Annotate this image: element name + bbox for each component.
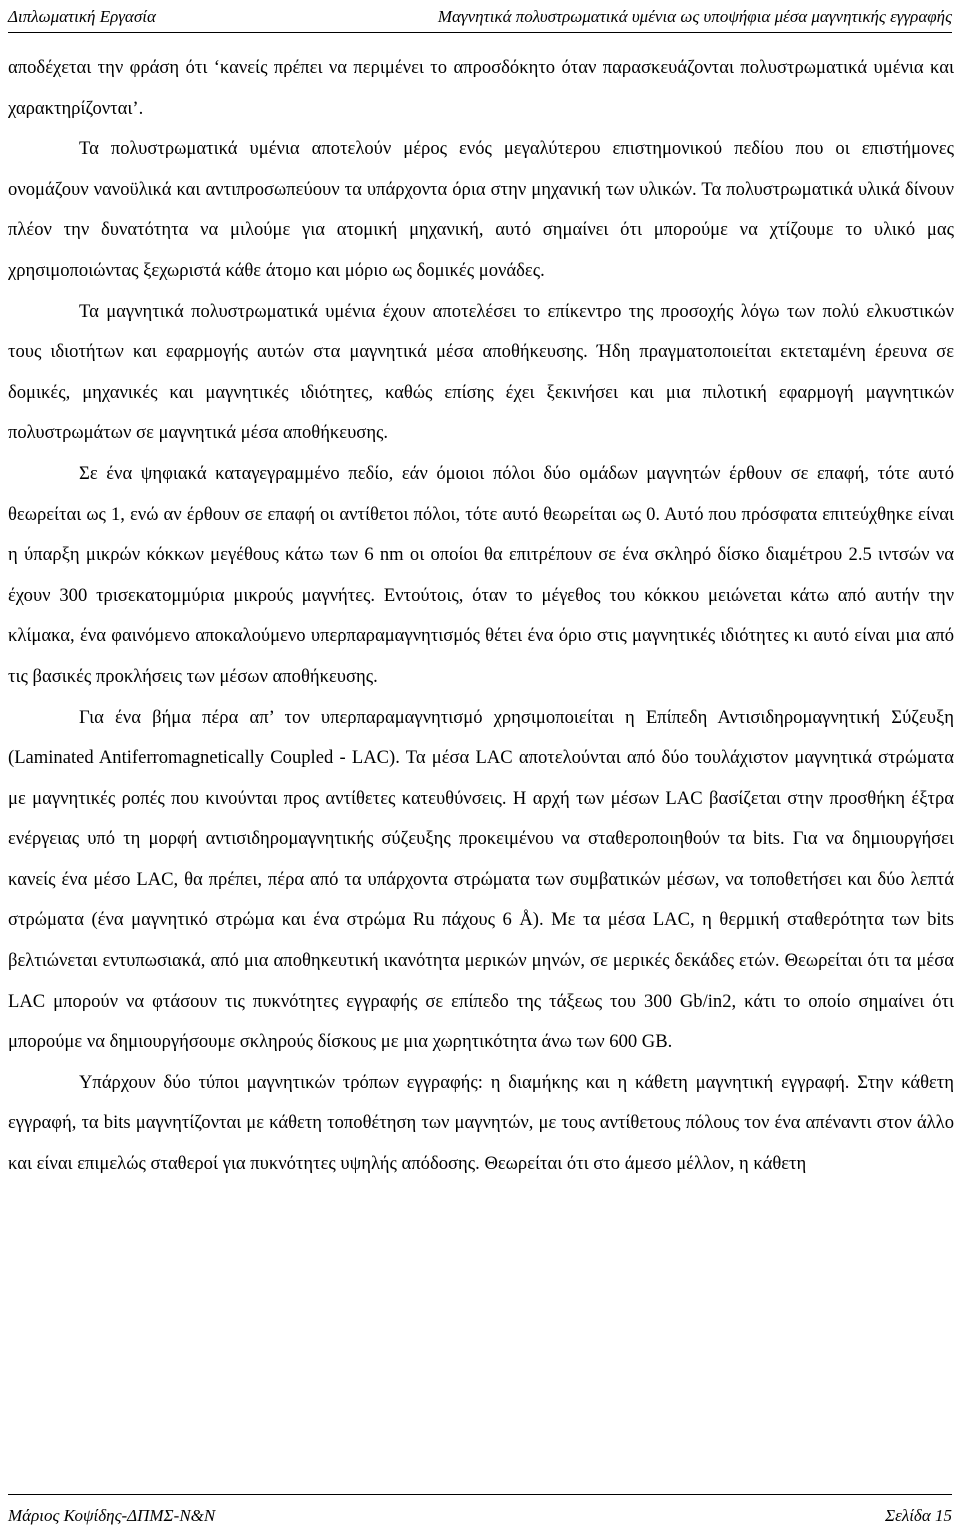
- header-thesis-label: Διπλωματική Εργασία: [8, 7, 156, 26]
- document-body: [8, 48, 954, 1185]
- paragraph-continuation: αποδέχεται την φράση ότι ‘κανείς πρέπει να περιμένει το απροσδόκητο όταν παρασκευάζονται πολυστρωματικά υμένια και χαρακτηρίζονται’.: [8, 57, 954, 119]
- paragraph-lac-media: Για ένα βήμα πέρα απ’ τον υπερπαραμαγνητισμό χρησιμοποιείται η Επίπεδη Αντισιδηρομαγνητική Σύζευξη (Laminated Antiferromagnetically Coupled - LAC). Τα μέσα LAC αποτελούνται από δύο τουλάχιστον μαγνητικά στρώματα με μαγνητικές ροπές που κινούνται προς αντίθετες κατευθύνσεις. Η αρχή των μέσων LAC βασίζεται στην προσθήκη έξτρα ενέργειας υπό τη μορφή αντισιδηρομαγνητικής σύζευξης προκειμένου να σταθεροποιηθούν τα bits. Για να δημιουργήσει κανείς ένα μέσο LAC, θα πρέπει, πέρα από τα υπάρχοντα στρώματα των συμβατικών μέσων, να τοποθετήσει και δύο λεπτά στρώματα (ένα μαγνητικό στρώμα και ένα στρώμα Ru πάχους 6 Å). Με τα μέσα LAC, η θερμική σταθερότητα των bits βελτιώνεται εντυπωσιακά, από μια αποθηκευτική ικανότητα μερικών μηνών, σε μερικές δεκάδες ετών. Θεωρείται ότι τα μέσα LAC μπορούν να φτάσουν τις πυκνότητες εγγραφής σε επίπεδο της τάξεως του 300 Gb/in2, κάτι το οποίο σημαίνει ότι μπορούμε να δημιουργήσουμε σκληρούς δίσκους με μια χωρητικότητα άνω των 600 GB.: [8, 706, 954, 1053]
- paragraph-magnetic-multilayers: Τα μαγνητικά πολυστρωματικά υμένια έχουν αποτελέσει το επίκεντρο της προσοχής λόγω των πολύ ελκυστικών τους ιδιοτήτων και εφαρμογής αυτών στα μαγνητικά μέσα αποθήκευσης. Ήδη πραγματοποιείται εκτεταμένη έρευνα σε δομικές, μηχανικές και μαγνητικές ιδιότητες, καθώς επίσης έχει ξεκινήσει και μια πιλοτική εφαρμογή μαγνητικών πολυστρωμάτων σε μαγνητικά μέσα αποθήκευσης.: [8, 300, 954, 444]
- paragraph-digital-recording: Σε ένα ψηφιακά καταγεγραμμένο πεδίο, εάν όμοιοι πόλοι δύο ομάδων μαγνητών έρθουν σε επαφή, τότε αυτό θεωρείται ως 1, ενώ αν έρθουν σε επαφή οι αντίθετοι πόλοι, τότε αυτό θεωρείται ως 0. Αυτό που πρόσφατα επιτεύχθηκε είναι η ύπαρξη μικρών κόκκων μεγέθους κάτω των 6 nm οι οποίοι θα επιτρέπουν σε ένα σκληρό δίσκο διαμέτρου 2.5 ιντσών να έχουν 300 τρισεκατομμύρια μικρούς μαγνήτες. Εντούτοις, όταν το μέγεθος του κόκκου μειώνεται κάτω από αυτήν την κλίμακα, ένα φαινόμενο αποκαλούμενο υπερπαραμαγνητισμός θέτει ένα όριο στις μαγνητικές ιδιότητες κι αυτό είναι μια από τις βασικές προκλήσεις των μέσων αποθήκευσης.: [8, 462, 954, 687]
- header-thesis-title: Μαγνητικά πολυστρωματικά υμένια ως υποψήφια μέσα μαγνητικής εγγραφής: [437, 7, 952, 26]
- footer-author: Μάριος Κοψίδης-ΔΠΜΣ-Ν&Ν: [8, 1506, 216, 1525]
- paragraph-recording-types: Υπάρχουν δύο τύποι μαγνητικών τρόπων εγγραφής: η διαμήκης και η κάθετη μαγνητική εγγραφή. Στην κάθετη εγγραφή, τα bits μαγνητίζονται με κάθετη τοποθέτηση των μαγνητών, με τους αντίθετους πόλους τον ένα απέναντι στον άλλο και είναι επιμελώς σταθεροί για πυκνότητες υψηλής απόδοσης. Θεωρείται ότι στο άμεσο μέλλον, η κάθετη: [8, 1071, 954, 1175]
- footer-page-number: Σελίδα 15: [885, 1506, 952, 1525]
- paragraph-nanomaterials: Τα πολυστρωματικά υμένια αποτελούν μέρος ενός μεγαλύτερου επιστημονικού πεδίου που οι επιστήμονες ονομάζουν νανοϋλικά και αντιπροσωπεύουν τα υπάρχοντα όρια στην μηχανική των υλικών. Τα πολυστρωματικά υλικά δίνουν πλέον την δυνατότητα να μιλούμε για ατομική μηχανική, αυτό σημαίνει ότι μπορούμε να χτίζουμε το υλικό μας χρησιμοποιώντας ξεχωριστά κάθε άτομο και μόριο ως δομικές μονάδες.: [8, 138, 954, 281]
- page-header: [8, 2, 952, 33]
- page-footer: [8, 1494, 952, 1529]
